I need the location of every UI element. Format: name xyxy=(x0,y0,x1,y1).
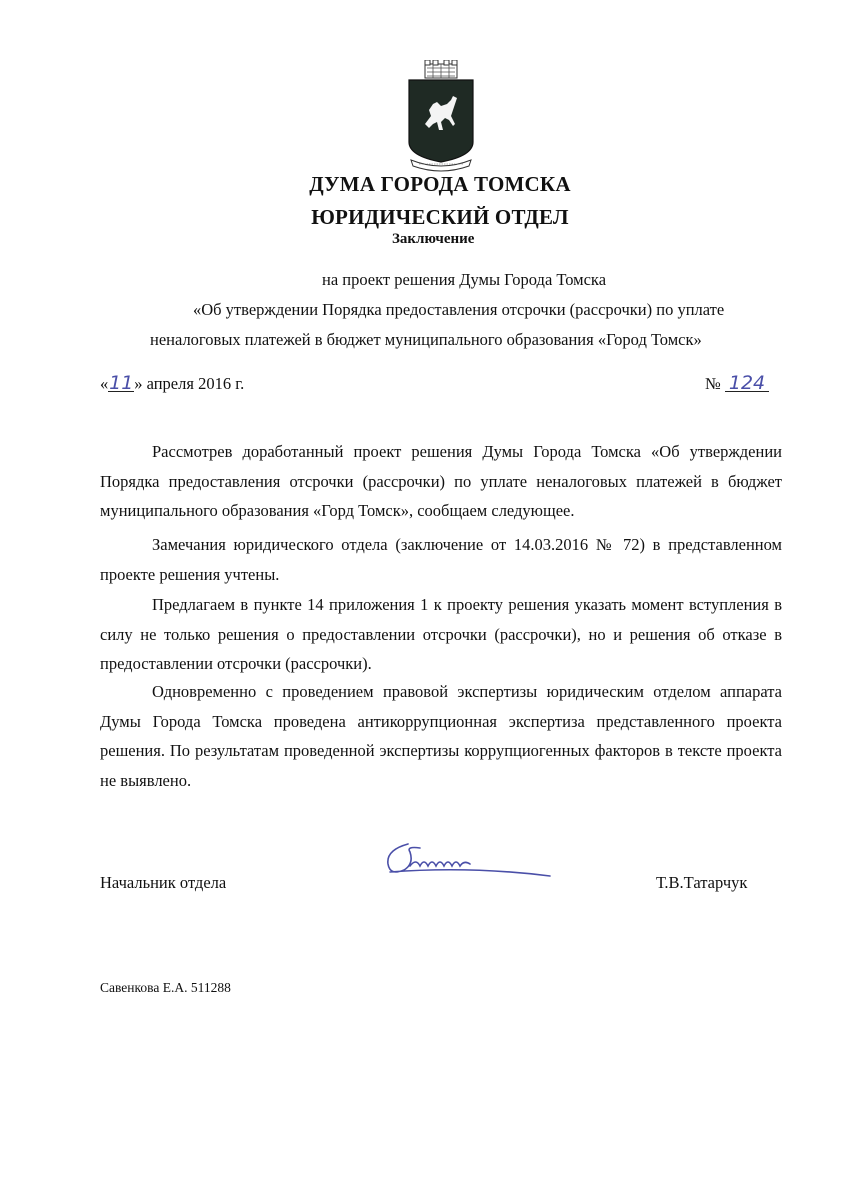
number-value-handwritten: 124 xyxy=(725,375,769,392)
date-month-year: » апреля 2016 г. xyxy=(134,374,245,393)
subject-line-3: неналоговых платежей в бюджет муниципального образования «Город Томск» xyxy=(150,330,702,349)
executor-contact: Савенкова Е.А. 511288 xyxy=(100,980,231,995)
document-number xyxy=(705,374,769,394)
date-open-quote: « xyxy=(100,374,109,393)
body-paragraph: Рассмотрев доработанный проект решения Думы Города Томска «Об утверждении Порядка предоставления отсрочки (рассрочки) по уплате неналоговых платежей в бюджет муниципального образования «Горд Томск», сообщаем следующее. xyxy=(100,442,782,520)
subject-line-2: «Об утверждении Порядка предоставления отсрочки (рассрочки) по уплате xyxy=(193,300,725,319)
tomsk-coat-of-arms-icon xyxy=(403,60,479,172)
number-label: № xyxy=(705,374,721,393)
crown-icon xyxy=(425,60,457,78)
subject-line-1: на проект решения Думы Города Томска xyxy=(322,270,607,289)
department-title: ЮРИДИЧЕСКИЙ ОТДЕЛ xyxy=(311,205,569,229)
body-paragraph: Замечания юридического отдела (заключение от 14.03.2016 № 72) в представленном проекте решения учтены. xyxy=(100,535,782,584)
handwritten-signature-icon xyxy=(380,836,555,886)
document-kind: Заключение xyxy=(392,231,475,247)
body-paragraph: Предлагаем в пункте 14 приложения 1 к проекту решения указать момент вступления в силу не только решения о предоставлении отсрочки (рассрочки), но и решения об отказе в предоставлении отсрочки (рассрочки). xyxy=(100,595,782,673)
date-day-handwritten: 11 xyxy=(109,372,134,394)
signer-name: Т.В.Татарчук xyxy=(656,873,748,892)
organization-title: ДУМА ГОРОДА ТОМСКА xyxy=(309,172,571,196)
signer-position: Начальник отдела xyxy=(100,873,227,892)
body-paragraph: Одновременно с проведением правовой экспертизы юридическим отделом аппарата Думы Города Томска проведена антикоррупционная экспертиза представленного проекта решения. По результатам проведенной экспертизы коррупциогенных факторов в тексте проекта не выявлено. xyxy=(100,682,782,790)
document-date xyxy=(100,374,244,394)
